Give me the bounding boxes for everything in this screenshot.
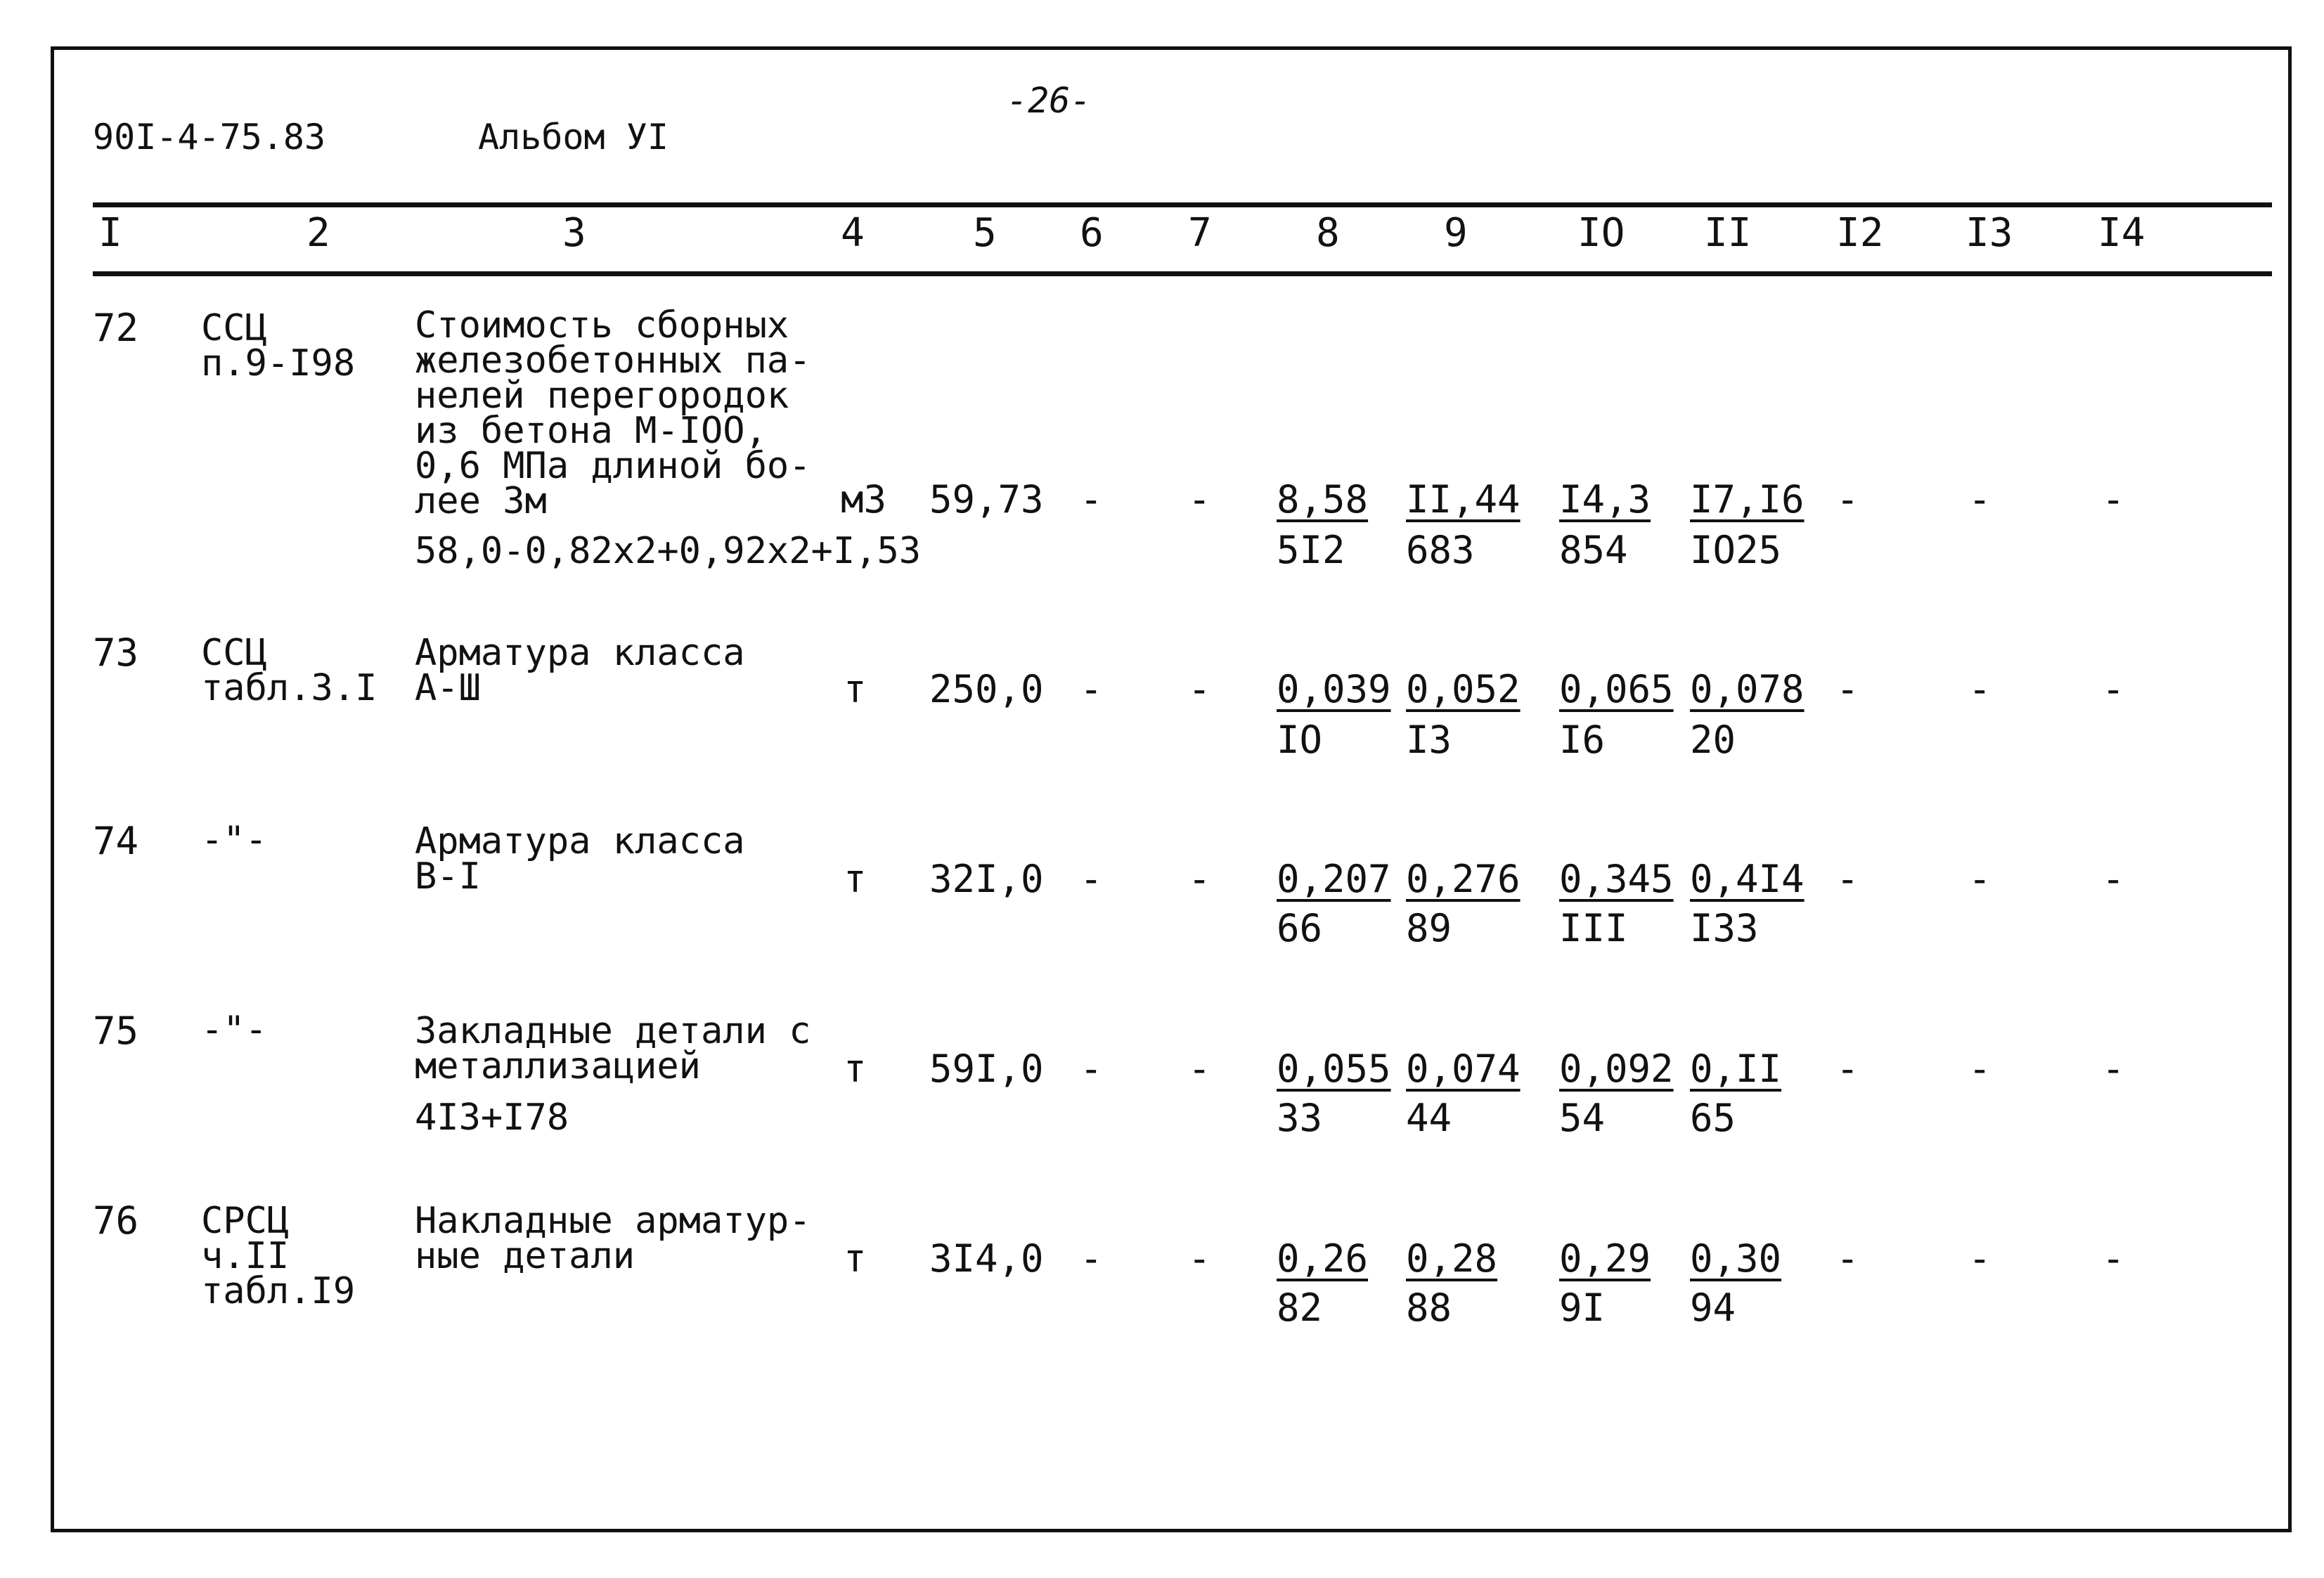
col-3: 3 [562,210,586,256]
col-12-value: - [1836,667,1859,711]
calculation-note: 58,0-0,82x2+0,92x2+I,53 [415,530,922,572]
quantity-value: I4,3 [1559,477,1651,522]
col-13: I3 [1965,210,2013,256]
col-12: I2 [1836,210,1884,256]
row-number: 76 [93,1198,139,1243]
cost-value: III [1559,906,1628,950]
unit-price: 250,0 [929,667,1044,711]
cost-value: 54 [1559,1096,1606,1140]
cost-value: 66 [1277,906,1323,950]
col-13-value: - [1968,667,1991,711]
col-10: IO [1577,210,1625,256]
quantity-value: 0,345 [1559,857,1674,901]
col-9: 9 [1444,210,1468,256]
col-7-value: - [1188,1047,1211,1091]
quantity-value: 0,052 [1406,667,1521,711]
header-rule-bottom [93,271,2272,276]
quantity-value: 0,055 [1277,1047,1391,1091]
description-line: Арматура класса [415,632,745,674]
cost-value: 65 [1690,1096,1736,1140]
cost-value: 854 [1559,528,1628,572]
quantity-value: 0,065 [1559,667,1674,711]
description-line: лее 3м [415,480,547,522]
description-line: металлизацией [415,1045,701,1087]
col-12-value: - [1836,857,1859,901]
cost-value: 82 [1277,1286,1323,1330]
col-14-value: - [2102,857,2125,901]
quantity-value: 0,30 [1690,1236,1782,1281]
col-14-value: - [2102,1047,2125,1091]
source-code-line: табл.3.I [201,667,377,709]
col-13-value: - [1968,857,1991,901]
description-line: В-I [415,855,481,898]
description-line: нелей перегородок [415,375,789,417]
col-14: I4 [2098,210,2145,256]
page-number: -26- [1007,80,1092,121]
col-11: II [1704,210,1752,256]
document-code: 90I-4-75.83 [93,117,326,157]
col-6-value: - [1080,1236,1103,1281]
col-8: 8 [1316,210,1340,256]
quantity-value: 0,II [1690,1047,1782,1091]
description-line: Арматура класса [415,820,745,862]
source-code-line: табл.I9 [201,1270,356,1312]
quantity-value: 0,276 [1406,857,1521,901]
col-7-value: - [1188,857,1211,901]
cost-value: I3 [1406,718,1452,762]
cost-value: 33 [1277,1096,1323,1140]
cost-value: 9I [1559,1286,1606,1330]
quantity-value: 0,207 [1277,857,1391,901]
col-1: I [98,210,122,256]
description-line: 0,6 МПа длиной бо- [415,445,811,487]
quantity-value: 0,4I4 [1690,857,1805,901]
col-14-value: - [2102,667,2125,711]
col-6-value: - [1080,1047,1103,1091]
quantity-value: 8,58 [1277,477,1369,522]
description-line: Накладные арматур- [415,1200,811,1242]
col-6: 6 [1080,210,1104,256]
row-number: 74 [93,819,139,863]
col-7-value: - [1188,1236,1211,1281]
description-line: Стоимость сборных [415,304,789,347]
cost-value: 44 [1406,1096,1452,1140]
quantity-value: 0,26 [1277,1236,1369,1281]
col-12-value: - [1836,477,1859,522]
quantity-value: 0,074 [1406,1047,1521,1091]
description-line: железобетонных па- [415,339,811,382]
col-6-value: - [1080,667,1103,711]
calculation-note: 4I3+I78 [415,1097,569,1139]
quantity-value: 0,28 [1406,1236,1498,1281]
source-code-line: -"- [201,819,267,861]
row-number: 72 [93,306,139,350]
source-code-line: -"- [201,1009,267,1051]
page-frame [51,46,2292,1532]
description-line: Закладные детали с [415,1010,811,1052]
col-14-value: - [2102,477,2125,522]
col-13-value: - [1968,477,1991,522]
col-5: 5 [973,210,997,256]
col-12-value: - [1836,1236,1859,1281]
col-6-value: - [1080,477,1103,522]
quantity-value: I7,I6 [1690,477,1805,522]
unit: т [844,857,867,901]
source-code-line: п.9-I98 [201,342,356,384]
quantity-value: II,44 [1406,477,1521,522]
col-2: 2 [306,210,330,256]
cost-value: I33 [1690,906,1759,950]
col-4: 4 [841,210,865,256]
description-line: ные детали [415,1235,635,1277]
col-7-value: - [1188,667,1211,711]
quantity-value: 0,29 [1559,1236,1651,1281]
unit: т [844,1047,867,1091]
row-number: 73 [93,630,139,675]
cost-value: IO [1277,718,1323,762]
cost-value: I6 [1559,718,1606,762]
unit-price: 59,73 [929,477,1044,522]
unit-price: 59I,0 [929,1047,1044,1091]
col-6-value: - [1080,857,1103,901]
col-7: 7 [1188,210,1212,256]
unit: т [844,1236,867,1281]
quantity-value: 0,039 [1277,667,1391,711]
cost-value: 5I2 [1277,528,1345,572]
unit: т [844,667,867,711]
cost-value: 20 [1690,718,1736,762]
cost-value: 89 [1406,906,1452,950]
source-code-line: ССЦ [201,632,267,674]
cost-value: IO25 [1690,528,1782,572]
source-code-line: СРСЦ [201,1200,290,1242]
col-13-value: - [1968,1236,1991,1281]
cost-value: 94 [1690,1286,1736,1330]
col-12-value: - [1836,1047,1859,1091]
description-line: из бетона М-IOO, [415,410,767,452]
description-line: А-Ш [415,667,481,709]
album-label: Альбом УI [478,117,669,157]
quantity-value: 0,078 [1690,667,1805,711]
cost-value: 683 [1406,528,1475,572]
col-13-value: - [1968,1047,1991,1091]
source-code-line: ч.II [201,1235,290,1277]
col-14-value: - [2102,1236,2125,1281]
row-number: 75 [93,1009,139,1053]
quantity-value: 0,092 [1559,1047,1674,1091]
header-rule-top [93,202,2272,207]
unit-price: 3I4,0 [929,1236,1044,1281]
unit: м3 [841,477,887,522]
col-7-value: - [1188,477,1211,522]
source-code-line: ССЦ [201,307,267,349]
unit-price: 32I,0 [929,857,1044,901]
cost-value: 88 [1406,1286,1452,1330]
